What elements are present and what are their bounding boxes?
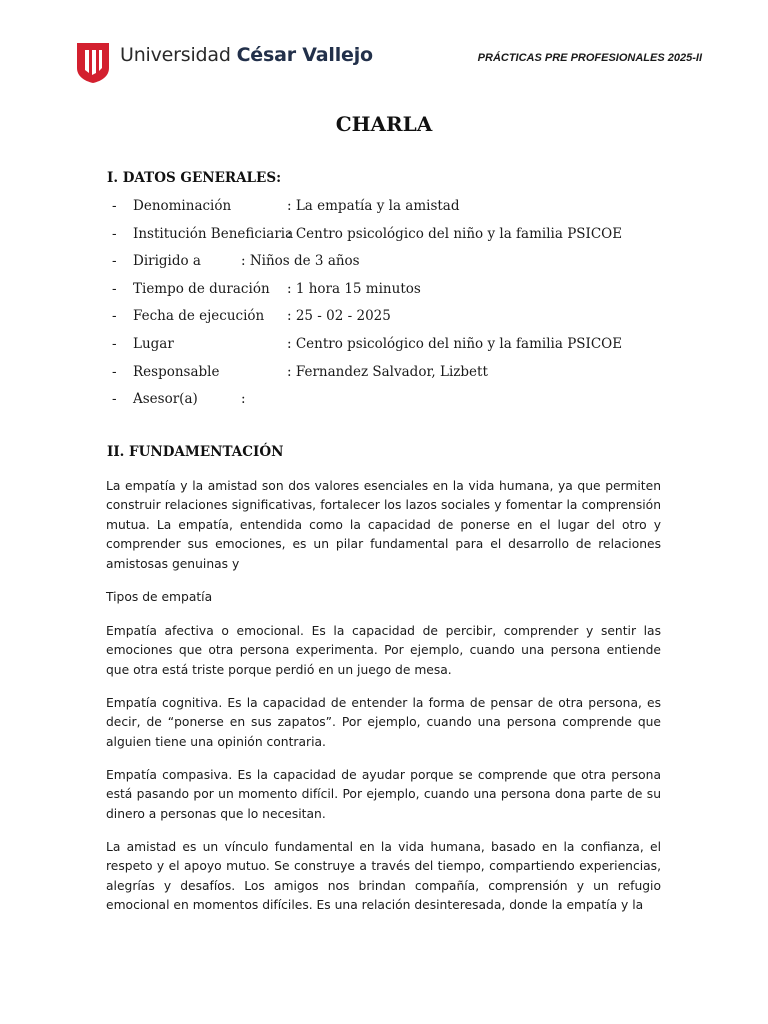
field-label: Denominación	[133, 198, 232, 214]
general-data-list	[112, 196, 672, 417]
field-value: :	[241, 391, 246, 408]
field-label: Lugar	[133, 335, 174, 352]
paragraph: Tipos de empatía	[106, 590, 213, 604]
paragraph: La amistad es un vínculo fundamental en la vida humana, basado en la confianza, el respeto y el apoyo mutuo. Se construye a través del tiempo, compartiendo experiencias, alegrías y desafíos. Los amigos nos brindan compañía, comprensión y un refugio emocional en momentos difíciles. Es una relación desinteresada, donde la empatía y la	[106, 840, 661, 913]
page-title: CHARLA	[335, 112, 433, 136]
paragraph: Empatía afectiva o emocional. Es la capacidad de percibir, comprender y sentir las emociones que otra persona experimenta. Por ejemplo, cuando una persona entiende que otra está triste porque perdió en un juego de mesa.	[106, 624, 661, 677]
field-label: Institución Beneficiaria	[133, 225, 294, 242]
paragraph: Empatía cognitiva. Es la capacidad de entender la forma de pensar de otra persona, es decir, de “ponerse en sus zapatos”. Por ejemplo, cuando una persona comprende que alguien tiene una opinión contraria.	[106, 696, 661, 749]
list-dash: -	[112, 280, 117, 297]
list-dash: -	[112, 391, 117, 408]
list-dash: -	[112, 363, 117, 380]
list-item	[112, 389, 672, 417]
section-heading-general-data: I. DATOS GENERALES:	[107, 170, 282, 186]
field-value: : La empatía y la amistad	[287, 198, 460, 214]
field-label: Responsable	[133, 363, 220, 380]
field-label: Dirigido a	[133, 253, 201, 270]
university-name-regular: Universidad	[120, 44, 237, 66]
paragraph: Empatía compasiva. Es la capacidad de ayudar porque se comprende que otra persona está pasando por un momento difícil. Por ejemplo, cuando una persona dona parte de su dinero a personas que lo necesitan.	[106, 768, 661, 821]
field-label: Asesor(a)	[133, 391, 198, 408]
field-value: : 1 hora 15 minutos	[287, 280, 421, 297]
field-label: Fecha de ejecución	[133, 308, 265, 325]
list-item	[112, 279, 672, 307]
practices-label: PRÁCTICAS PRE PROFESIONALES 2025-II	[477, 52, 702, 64]
list-dash: -	[112, 335, 117, 352]
list-dash: -	[112, 225, 117, 242]
list-item	[112, 362, 672, 390]
list-dash: -	[112, 308, 117, 325]
university-name	[120, 44, 373, 66]
list-item	[112, 334, 672, 362]
list-item	[112, 251, 672, 279]
university-name-bold: César Vallejo	[236, 44, 373, 66]
field-value: : Centro psicológico del niño y la familia PSICOE	[287, 225, 623, 242]
field-value: : Niños de 3 años	[241, 253, 360, 270]
list-item	[112, 196, 672, 224]
field-value: : Fernandez Salvador, Lizbett	[287, 363, 488, 380]
field-value: : Centro psicológico del niño y la familia PSICOE	[287, 335, 623, 352]
field-label: Tiempo de duración	[133, 280, 270, 297]
list-item	[112, 306, 672, 334]
list-dash: -	[112, 198, 117, 214]
field-value: : 25 - 02 - 2025	[287, 308, 391, 325]
list-dash: -	[112, 253, 117, 270]
university-logo-icon	[76, 40, 110, 84]
paragraph: La empatía y la amistad son dos valores esenciales en la vida humana, ya que permiten construir relaciones significativas, fortalecer los lazos sociales y fomentar la comprensión mutua. La empatía, entendida como la capacidad de ponerse en el lugar del otro y comprender sus emociones, es un pilar fundamental para el desarrollo de relaciones amistosas genuinas y	[106, 479, 661, 571]
section-heading-fundamentacion: II. FUNDAMENTACIÓN	[107, 444, 284, 460]
list-item	[112, 224, 672, 252]
